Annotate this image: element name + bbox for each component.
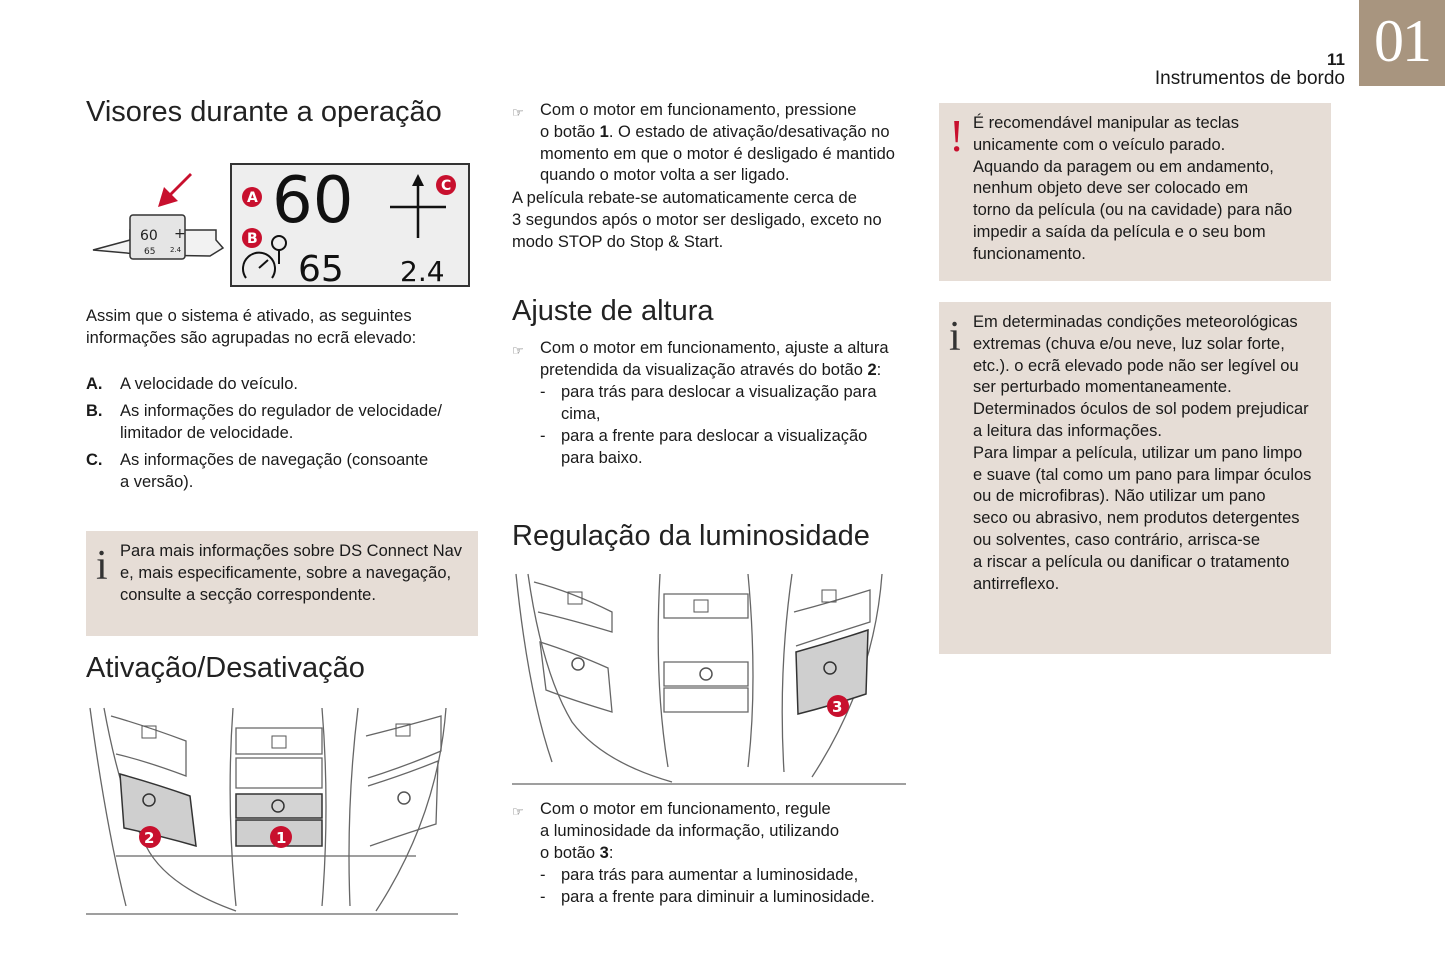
- section-title: Instrumentos de bordo: [1154, 68, 1345, 89]
- chapter-tab: [1359, 0, 1445, 86]
- info-icon: i: [949, 314, 961, 360]
- chapter-number: 01: [1374, 8, 1430, 74]
- brightness-text: ☞ Com o motor em funcionamento, regule a luminosidade da informação, utilizando o botão 3: - para trás para aumentar a luminosidade, - para a frente para diminuir a luminosidade.: [512, 800, 875, 906]
- hud-limit-speed: 65: [298, 249, 344, 290]
- text-line: ser perturbado momentaneamente.: [973, 378, 1232, 397]
- text-line: impedir a saída da película e o seu bom: [973, 222, 1266, 241]
- info-box-visibility: [939, 302, 1331, 654]
- text-line: É recomendável manipular as teclas: [973, 114, 1239, 132]
- pointer-hand-icon: ☞: [512, 105, 524, 120]
- pointer-hand-icon: ☞: [512, 343, 524, 358]
- svg-text:B: B: [247, 231, 258, 247]
- heading-visores: Visores durante a operação: [86, 96, 442, 128]
- svg-text:1: 1: [276, 829, 287, 847]
- text-line: Aquando da paragem ou em andamento,: [973, 157, 1274, 176]
- hud-speed: 60: [272, 164, 354, 238]
- on-off-button-top: [236, 794, 322, 818]
- info-box-connect-nav: i Para mais informações sobre DS Connect Nav e, mais especificamente, sobre a navegação, consulte a secção correspondente.: [86, 531, 478, 636]
- controls-illustration-brightness: [512, 572, 906, 788]
- hud-nav-distance: 2.4: [400, 255, 445, 288]
- heading-luminosidade: Regulação da luminosidade: [512, 520, 870, 552]
- intro-text: Assim que o sistema é ativado, as seguintes informações são agrupadas no ecrã elevado:: [86, 307, 417, 347]
- text-line: extremas (chuva e/ou neve, luz solar forte,: [973, 334, 1285, 353]
- text-line: Determinados óculos de sol podem prejudicar: [973, 400, 1309, 419]
- info-list: A. A velocidade do veículo. B. As informações do regulador de velocidade/ limitador de velocidade. C. As informações de navegação (consoante a versão).: [86, 375, 442, 491]
- text-line: a leitura das informações.: [973, 421, 1162, 440]
- text-line: Para limpar a película, utilizar um pano limpo: [973, 443, 1303, 462]
- mini-speed: 60: [140, 228, 158, 244]
- text-line: Em determinadas condições meteorológicas: [973, 313, 1298, 331]
- svg-text:+: +: [174, 226, 186, 242]
- text-line: funcionamento.: [973, 244, 1086, 263]
- height-text: ☞ Com o motor em funcionamento, ajuste a altura pretendida da visualização através do botão 2: - para trás para deslocar a visualização para cima, - para a frente para deslocar a visualização para baixo.: [512, 339, 889, 467]
- pointer-hand-icon: ☞: [512, 804, 524, 819]
- text-line: antirreflexo.: [973, 574, 1060, 593]
- page-number: 11: [1327, 50, 1345, 69]
- mini-nav: 2.4: [170, 246, 182, 254]
- arrow-pointer-icon: [158, 173, 192, 207]
- svg-text:C: C: [441, 178, 452, 194]
- heading-ativacao: Ativação/Desativação: [86, 652, 365, 684]
- text-line: nenhum objeto deve ser colocado em: [973, 179, 1249, 198]
- text-line: seco ou abrasivo, nem produtos detergentes: [973, 509, 1300, 528]
- svg-text:2: 2: [144, 829, 155, 847]
- text-line: etc.). o ecrã elevado pode não ser legível ou: [973, 356, 1299, 375]
- warning-box: [939, 103, 1331, 281]
- list-item: As informações de navegação (consoante: [120, 451, 429, 469]
- info-icon: i: [96, 543, 108, 589]
- mini-limit: 65: [144, 247, 156, 257]
- list-item: A velocidade do veículo.: [120, 375, 298, 393]
- text-line: a riscar a película ou danificar o tratamento: [973, 552, 1290, 571]
- text-line: unicamente com o veículo parado.: [973, 135, 1226, 154]
- list-item: As informações do regulador de velocidade/: [120, 402, 442, 420]
- activation-text: ☞ Com o motor em funcionamento, pressione o botão 1. O estado de ativação/desativação no momento em que o motor é desligado é mantido quando o motor volta a ser ligado. A película rebate-se automaticamente cerca de 3 segundos após o motor ser desligado, exceto no modo STOP do Stop & Start.: [512, 101, 895, 251]
- controls-illustration-activation: [86, 706, 458, 916]
- text-line: torno da película (ou na cavidade) para não: [973, 201, 1293, 220]
- heading-ajuste-altura: Ajuste de altura: [512, 295, 714, 327]
- hud-illustration: [88, 160, 478, 290]
- text-line: ou de microfibras). Não utilizar um pano: [973, 487, 1266, 506]
- svg-text:3: 3: [832, 698, 843, 716]
- text-line: e suave (tal como um pano para limpar óculos: [973, 465, 1312, 484]
- text-line: ou solventes, caso contrário, arrisca-se: [973, 530, 1261, 549]
- svg-text:A: A: [247, 190, 258, 206]
- warning-icon: !: [949, 110, 965, 161]
